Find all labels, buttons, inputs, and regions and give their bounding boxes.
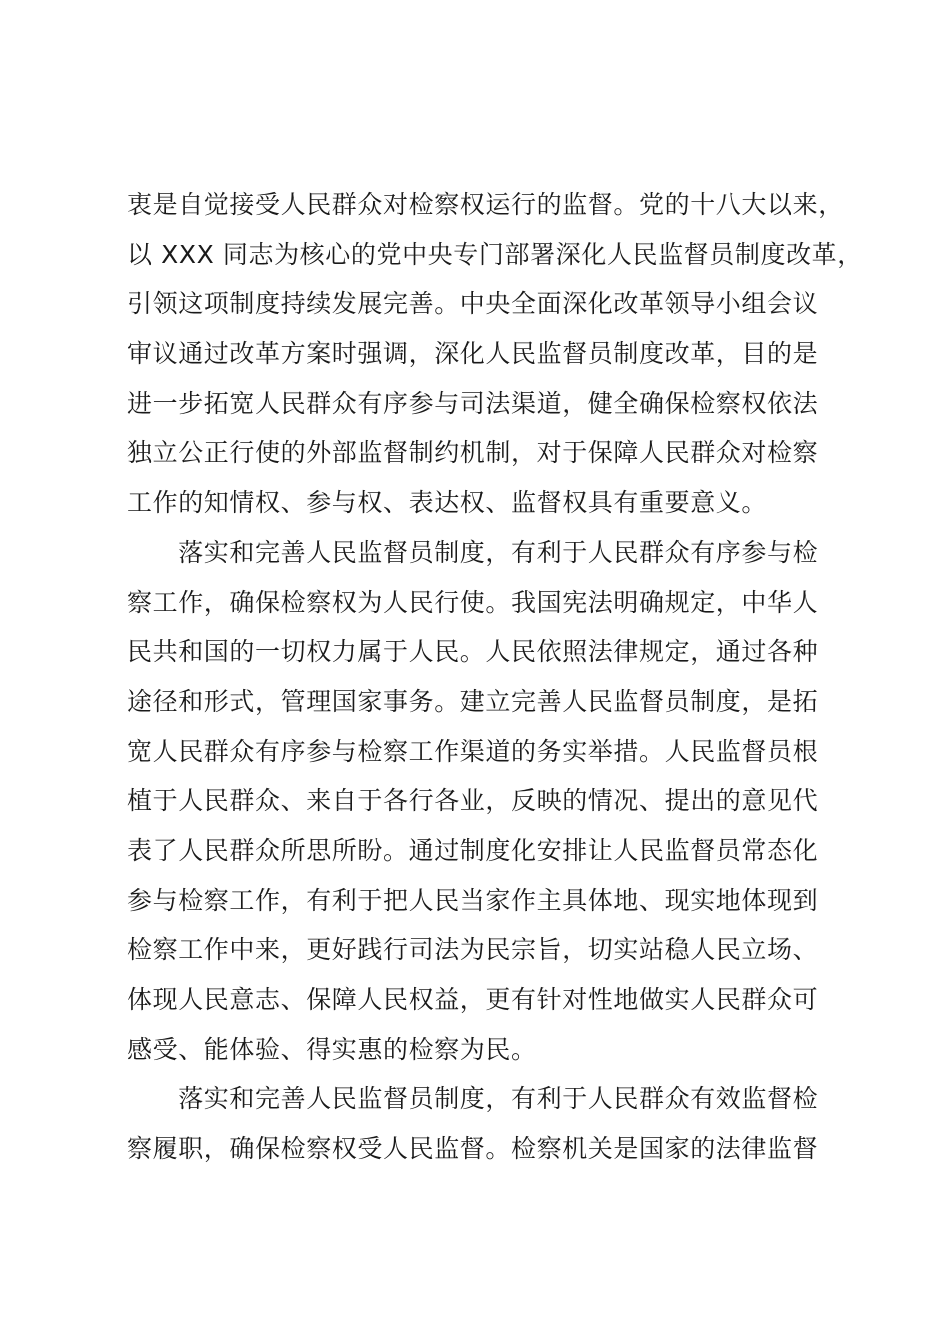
- text-line: 独立公正行使的外部监督制约机制，对于保障人民群众对检察: [127, 438, 819, 468]
- text-line: 途径和形式，管理国家事务。建立完善人民监督员制度，是拓: [127, 686, 819, 716]
- text-line: 进一步拓宽人民群众有序参与司法渠道，健全确保检察权依法: [127, 388, 819, 418]
- text-line: 察工作，确保检察权为人民行使。我国宪法明确规定，中华人: [127, 587, 819, 617]
- text-line: 衷是自觉接受人民群众对检察权运行的监督。党的十八大以来，: [127, 190, 844, 219]
- text-line: 落实和完善人民监督员制度，有利于人民群众有效监督检: [127, 1084, 819, 1114]
- text-line: 民共和国的一切权力属于人民。人民依照法律规定，通过各种: [127, 637, 819, 667]
- text-line: 表了人民群众所思所盼。通过制度化安排让人民监督员常态化: [127, 835, 819, 865]
- text-line: 体现人民意志、保障人民权益，更有针对性地做实人民群众可: [127, 985, 819, 1014]
- text-line: 宽人民群众有序参与检察工作渠道的务实举措。人民监督员根: [127, 736, 819, 766]
- text-line: 植于人民群众、来自于各行各业，反映的情况、提出的意见代: [127, 786, 819, 816]
- text-line: 工作的知情权、参与权、表达权、监督权具有重要意义。: [127, 488, 768, 518]
- text-line: 引领这项制度持续发展完善。中央全面深化改革领导小组会议: [127, 289, 819, 319]
- text-line: 以 XXX 同志为核心的党中央专门部署深化人民监督员制度改革，: [127, 239, 863, 269]
- body-text: [127, 180, 867, 1174]
- text-line: 落实和完善人民监督员制度，有利于人民群众有序参与检: [127, 537, 819, 567]
- text-line: 察履职，确保检察权受人民监督。检察机关是国家的法律监督: [127, 1134, 819, 1164]
- text-line: 参与检察工作，有利于把人民当家作主具体地、现实地体现到: [127, 885, 819, 915]
- text-line: 感受、能体验、得实惠的检察为民。: [127, 1034, 537, 1064]
- text-line: 检察工作中来，更好践行司法为民宗旨，切实站稳人民立场、: [127, 935, 819, 965]
- text-line: 审议通过改革方案时强调，深化人民监督员制度改革，目的是: [127, 339, 819, 369]
